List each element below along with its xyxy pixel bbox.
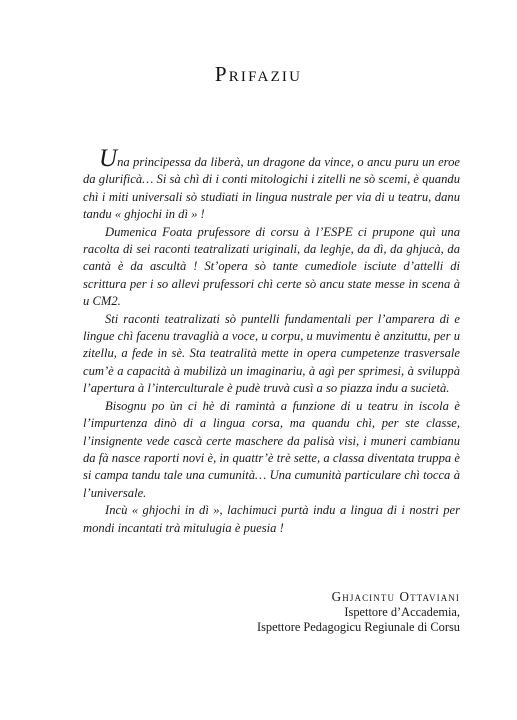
preface-body — [83, 145, 460, 537]
paragraph-4: Bisognu po ùn ci hè di ramintà a funzione di u teatru in iscola è l’impurtenza dinò di a lingua corsa, ma quandu chì, per ste classe, l’insignente vede cascà certe maschere da palisà visi, i muneri cambianu da fà nasce raporti novi è, in quattr’è trè sette, a classa diventata truppa è si campa tandu tale una cumunità… Una cumunità particulare chì tocca à l’universale. — [83, 398, 460, 500]
signature-block — [257, 589, 460, 636]
paragraph-2: Dumenica Foata prufessore di corsu à l’ESPE ci prupone quì una racolta di sei raconti teatralizati uriginali, da leghje, da dì, da ghjucà, da cantà è da ascultà ! St’opera sò tante cumediole isciute d’attelli di scrittura per i so allevi prufessori chì certe sò ancu state messe in scena à u CM2. — [83, 224, 460, 309]
paragraph-1-text: na principessa da liberà, un dragone da vince, o ancu puru un eroe da glurificà… Si sà chì di i conti mitologichi i zitelli ne sò scemi, è quandu chì i miti universali sò studiati in lingua nustrale per via di u teatru, danu tandu « ghjochi in dì » ! — [83, 155, 460, 222]
paragraph-3: Sti raconti teatralizati sò puntelli fundamentali per l’amparera di e lingue chì facenu travaglià a voce, u corpu, u muvimentu è anzituttu, per u zitellu, a fede in sè. Sta teatralità mette in opera cumpetenze trasversale cum’è a capacità à mubilizà un imaginariu, à agì per sprimesi, à sviluppà l’apertura à l’interculturale è pudè truvà cusì a so piazza indu a sucietà. — [83, 311, 460, 396]
paragraph-1 — [83, 145, 460, 224]
author-role-1: Ispettore d’Accademia, — [344, 604, 460, 619]
author-name: Ghjacintu Ottaviani — [331, 589, 460, 604]
author-role-2: Ispettore Pedagogicu Regiunale di Corsu — [256, 620, 460, 634]
drop-cap: U — [99, 145, 118, 172]
page-title: Prifaziu — [214, 62, 303, 86]
paragraph-5: Incù « ghjochi in dì », lachimuci purtà indu a lingua di i nostri per mondi incantati trà mitulugia è puesia ! — [83, 503, 460, 535]
